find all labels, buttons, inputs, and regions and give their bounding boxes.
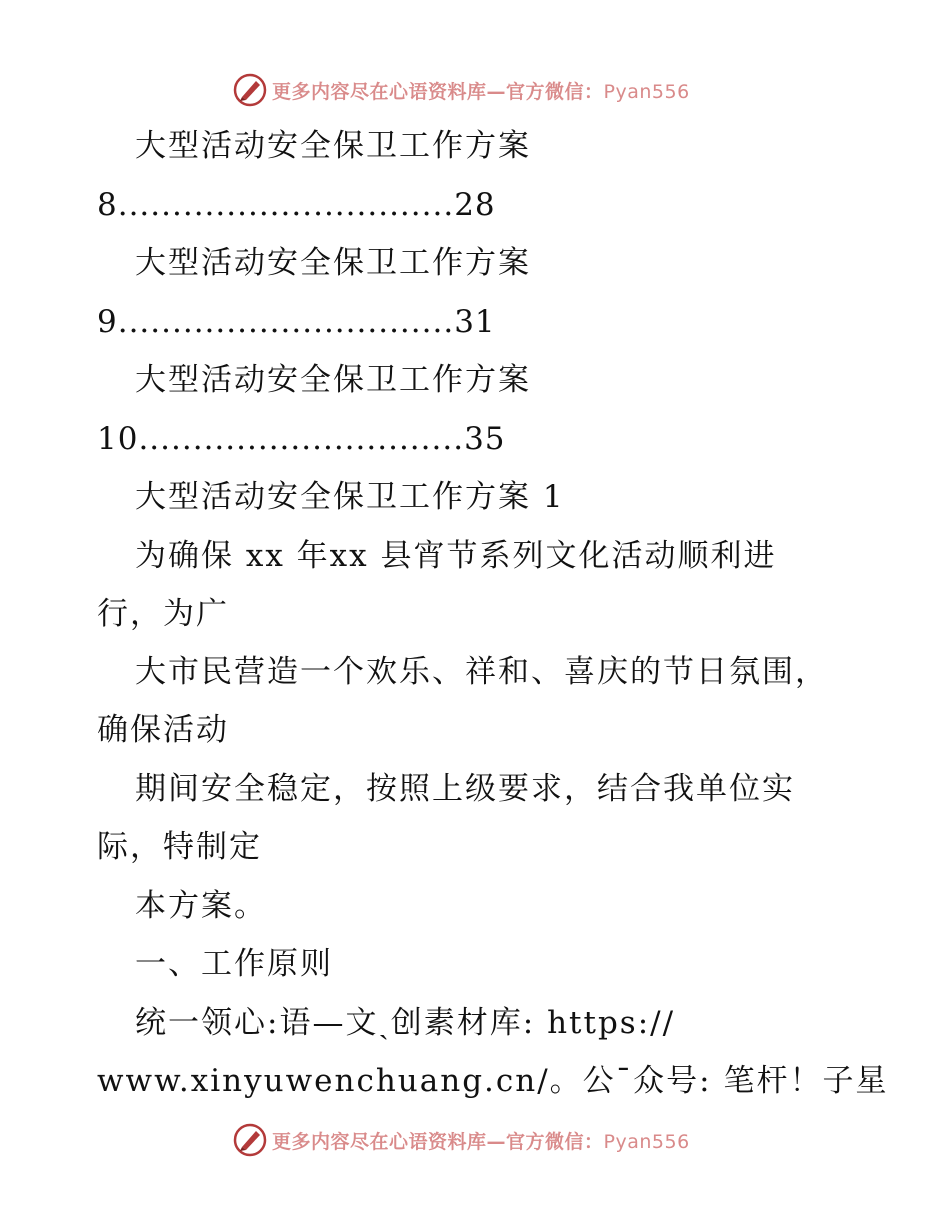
paragraph-line: 大市民营造一个欢乐、祥和、喜庆的节日氛围， (135, 654, 828, 690)
toc-entry: 10..............................35 (97, 421, 506, 457)
watermark-text: 更多内容尽在心语资料库—官方微信： (272, 1130, 604, 1153)
paragraph-line: 统一领心:语—文ˎ创素材库: https:// (135, 1005, 676, 1041)
paragraph-line: 行，为广 (97, 596, 229, 632)
paragraph-line: 际，特制定 (97, 829, 262, 865)
toc-title: 大型活动安全保卫工作方案 (135, 245, 531, 281)
paragraph-line: www.xinyuwenchuang.cn/。公¯众号: 笔杆！子星 (97, 1063, 889, 1099)
section-heading: 大型活动安全保卫工作方案 1 (135, 479, 565, 515)
pen-logo-icon (232, 72, 268, 108)
watermark-wechat-id: Pyan556 (603, 1130, 690, 1153)
toc-title: 大型活动安全保卫工作方案 (135, 128, 531, 164)
paragraph-line: 本方案。 (135, 888, 267, 924)
header-watermark (232, 70, 690, 110)
watermark-wechat-id: Pyan556 (603, 80, 690, 103)
paragraph-line: 期间安全稳定，按照上级要求，结合我单位实 (135, 771, 795, 807)
paragraph-line: 为确保 xx 年xx 县宵节系列文化活动顺利进 (135, 538, 777, 574)
toc-entry: 9...............................31 (97, 304, 496, 340)
subsection-heading: 一、工作原则 (135, 946, 333, 982)
paragraph-line: 确保活动 (97, 712, 229, 748)
footer-watermark (232, 1120, 690, 1160)
toc-title: 大型活动安全保卫工作方案 (135, 362, 531, 398)
pen-logo-icon (232, 1122, 268, 1158)
watermark-text: 更多内容尽在心语资料库—官方微信： (272, 80, 604, 103)
toc-entry: 8...............................28 (97, 187, 496, 223)
